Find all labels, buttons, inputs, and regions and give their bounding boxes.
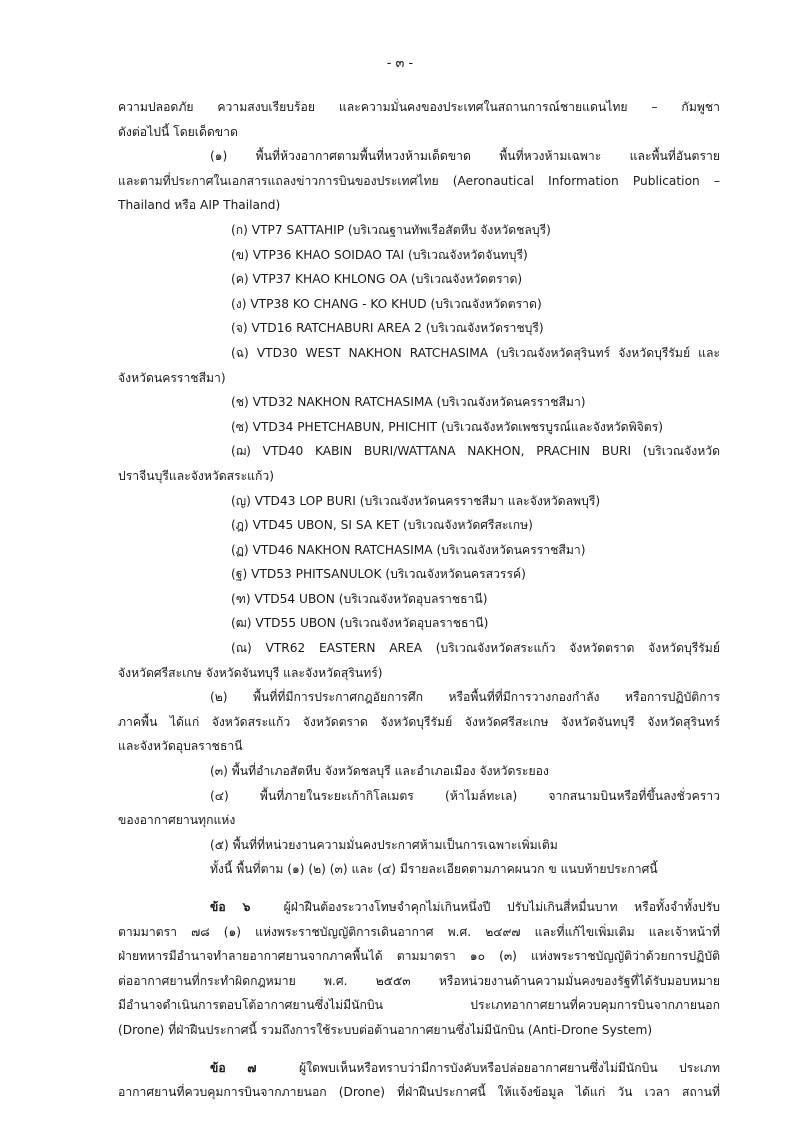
clause-7-line xyxy=(118,1056,720,1081)
zone-item: (ฌ) VTD40 KABIN BURI/WATTANA NAKHON, PRACHIN BURI (บริเวณจังหวัด xyxy=(231,444,720,459)
item-2-line: (๒) พื้นที่ที่มีการประกาศกฎอัยการศึก หรือพื้นที่ที่มีการวางกองกำลัง หรือการปฏิบัติการ xyxy=(210,690,720,705)
intro-line: ความปลอดภัย ความสงบเรียบร้อย และความมั่นคงของประเทศในสถานการณ์ชายแดนไทย – กัมพูชา xyxy=(118,100,720,114)
clause-6-heading: ข้อ ๖ xyxy=(210,900,251,914)
document-body xyxy=(118,95,720,1105)
zone-item: (ฉ) VTD30 WEST NAKHON RATCHASIMA (บริเวณจังหวัดสุรินทร์ จังหวัดบุรีรัมย์ และ xyxy=(231,345,720,360)
item-5-line: (๕) พื้นที่ที่หน่วยงานความมั่นคงประกาศห้ามเป็นการเฉพาะเพิ่มเติม xyxy=(210,837,558,852)
clause-6-line: (Drone) ที่ฝ่าฝืนประกาศนี้ รวมถึงการใช้ระบบต่อต้านอากาศยานซึ่งไม่มีนักบิน (Anti-Drone System) xyxy=(118,1022,653,1037)
clause-6-line: ตามมาตรา ๗๘ (๑) แห่งพระราชบัญญัติการเดินอากาศ พ.ศ. ๒๔๙๗ และที่แก้ไขเพิ่มเติม และเจ้าหน้าที่ xyxy=(118,924,720,939)
zone-item: (จ) VTD16 RATCHABURI AREA 2 (บริเวณจังหวัดราชบุรี) xyxy=(231,321,544,336)
paragraph-gap xyxy=(118,882,720,895)
zone-item: (ง) VTP38 KO CHANG - KO KHUD (บริเวณจังหวัดตราด) xyxy=(231,296,542,311)
item-2-line: และจังหวัดอุบลราชธานี xyxy=(118,739,243,754)
clause-6-line: ต่ออากาศยานที่กระทำผิดกฎหมาย พ.ศ. ๒๕๕๓ หรือหน่วยงานด้านความมั่นคงของรัฐที่ได้รับมอบหมาย xyxy=(118,973,720,988)
clause-7-line: อากาศยานที่ควบคุมการบินจากภายนอก (Drone) ที่ฝ่าฝืนประกาศนี้ ให้แจ้งข้อมูล ได้แก่ วัน เวลา สถานที่ xyxy=(118,1085,720,1100)
zone-item: (ฎ) VTD45 UBON, SI SA KET (บริเวณจังหวัดศรีสะเกษ) xyxy=(231,518,533,533)
zone-item: (ซ) VTD34 PHETCHABUN, PHICHIT (บริเวณจังหวัดเพชรบูรณ์และจังหวัดพิจิตร) xyxy=(231,419,663,434)
zone-item: (ช) VTD32 NAKHON RATCHASIMA (บริเวณจังหวัดนครราชสีมา) xyxy=(231,395,586,410)
item-1-line: Thailand หรือ AIP Thailand) xyxy=(118,198,281,213)
clause-7-text: ผู้ใดพบเห็นหรือทราบว่ามีการบังคับหรือปล่อยอากาศยานซึ่งไม่มีนักบิน ประเภท xyxy=(299,1060,720,1075)
zone-item-continuation: จังหวัดศรีสะเกษ จังหวัดจันทบุรี และจังหวัดสุรินทร์) xyxy=(118,665,383,680)
zone-item: (ค) VTP37 KHAO KHLONG OA (บริเวณจังหวัดตราด) xyxy=(231,272,523,287)
item-3-line: (๓) พื้นที่อำเภอสัตหีบ จังหวัดชลบุรี และอำเภอเมือง จังหวัดระยอง xyxy=(210,764,549,779)
zone-item: (ญ) VTD43 LOP BURI (บริเวณจังหวัดนครราชสีมา และจังหวัดลพบุรี) xyxy=(231,493,601,508)
item-1-line: (๑) พื้นที่ห้วงอากาศตามพื้นที่หวงห้ามเด็ดขาด พื้นที่หวงห้ามเฉพาะ และพื้นที่อันตราย xyxy=(210,149,720,164)
zone-item: (ข) VTP36 KHAO SOIDAO TAI (บริเวณจังหวัดจันทบุรี) xyxy=(231,247,528,262)
zone-item: (ฏ) VTD46 NAKHON RATCHASIMA (บริเวณจังหวัดนครราชสีมา) xyxy=(231,542,586,557)
clause-6-text: ผู้ฝ่าฝืนต้องระวางโทษจำคุกไม่เกินหนึ่งปี ปรับไม่เกินสี่หมื่นบาท หรือทั้งจำทั้งปรับ xyxy=(283,900,720,914)
item-2-line: ภาคพื้น ได้แก่ จังหวัดสระแก้ว จังหวัดตราด จังหวัดบุรีรัมย์ จังหวัดศรีสะเกษ จังหวัดจันทบุรี จังหวัดสุรินทร์ xyxy=(118,714,720,729)
zone-item: (ณ) VTR62 EASTERN AREA (บริเวณจังหวัดสระแก้ว จังหวัดตราด จังหวัดบุรีรัมย์ xyxy=(231,641,720,656)
zone-item-continuation: ปราจีนบุรีและจังหวัดสระแก้ว) xyxy=(118,468,274,483)
zone-item: (ฑ) VTD54 UBON (บริเวณจังหวัดอุบลราชธานี) xyxy=(231,591,488,606)
zone-item-continuation: จังหวัดนครราชสีมา) xyxy=(118,370,226,385)
paragraph-gap xyxy=(118,1043,720,1056)
item-4-line: ของอากาศยานทุกแห่ง xyxy=(118,813,236,828)
zone-item: (ก) VTP7 SATTAHIP (บริเวณฐานทัพเรือสัตหีบ จังหวัดชลบุรี) xyxy=(231,222,551,237)
item-4-line: (๔) พื้นที่ภายในระยะเก้ากิโลเมตร (ห้าไมล์ทะเล) จากสนามบินหรือที่ขึ้นลงชั่วคราว xyxy=(210,788,720,803)
zone-item: (ฒ) VTD55 UBON (บริเวณจังหวัดอุบลราชธานี) xyxy=(231,616,489,631)
zone-item: (ฐ) VTD53 PHITSANULOK (บริเวณจังหวัดนครสวรรค์) xyxy=(231,567,526,582)
page-number: - ๓ - xyxy=(386,56,414,71)
summary-line: ทั้งนี้ พื้นที่ตาม (๑) (๒) (๓) และ (๔) มีรายละเอียดตามภาคผนวก ข แนบท้ายประกาศนี้ xyxy=(210,862,658,877)
clause-6-line: มีอำนาจดำเนินการตอบโต้อากาศยานซึ่งไม่มีนักบิน ประเภทอากาศยานที่ควบคุมการบินจากภายนอก xyxy=(118,998,720,1013)
clause-7-heading: ข้อ ๗ xyxy=(210,1060,257,1075)
intro-line: ดังต่อไปนี้ โดยเด็ดขาด xyxy=(118,124,238,139)
clause-6-line: ฝ่ายทหารมีอำนาจทำลายอากาศยานจากภาคพื้นได้ ตามมาตรา ๑๐ (๓) แห่งพระราชบัญญัติว่าด้วยการปฏิบัติ xyxy=(118,949,720,964)
clause-6-line xyxy=(118,895,720,920)
item-1-line: และตามที่ประกาศในเอกสารแถลงข่าวการบินของประเทศไทย (Aeronautical Information Publication – xyxy=(118,173,720,188)
